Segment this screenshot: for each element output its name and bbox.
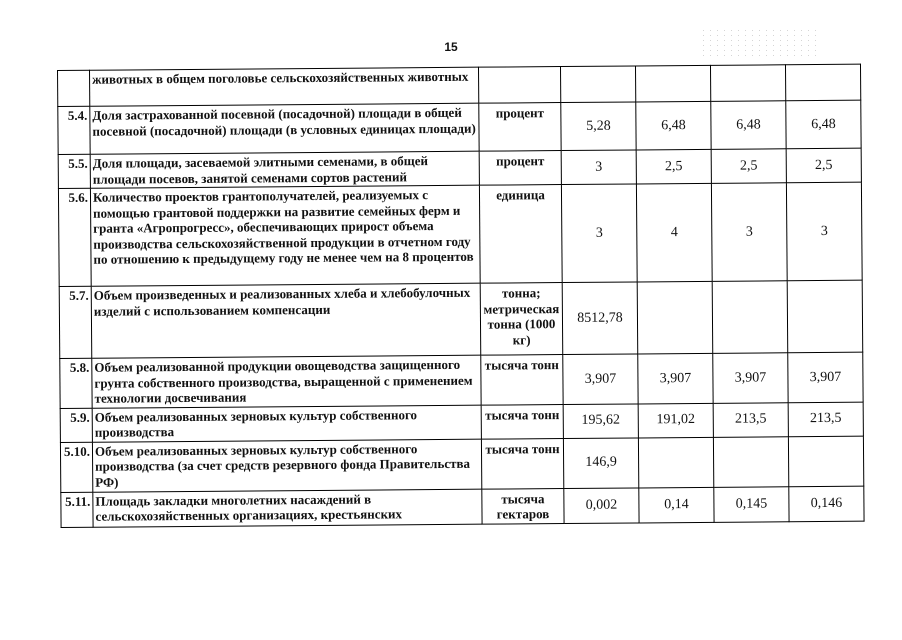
value-cell [713, 436, 788, 487]
row-number: 5.6. [58, 188, 91, 286]
table-row [60, 436, 863, 492]
value-cell: 6,48 [786, 100, 861, 149]
unit-of-measure: тысяча тонн [481, 438, 563, 489]
indicator-name: животных в общем поголовье сельскохозяйственных животных [90, 67, 479, 106]
unit-of-measure: тонна; метрическая тонна (1000 кг) [480, 283, 563, 356]
indicator-name: Объем реализованной продукции овощеводства защищенного грунта собственного производства, выращенной с применением технологии досвечивания [92, 355, 481, 408]
unit-of-measure: процент [479, 151, 561, 186]
row-number: 5.7. [59, 286, 92, 358]
unit-of-measure [478, 67, 560, 104]
row-number: 5.8. [60, 358, 92, 408]
value-cell: 146,9 [563, 437, 638, 488]
value-cell: 191,02 [638, 403, 713, 438]
value-cell [712, 281, 788, 354]
value-cell: 6,48 [636, 101, 711, 150]
value-cell: 213,5 [788, 402, 863, 437]
unit-of-measure: процент [479, 103, 561, 152]
row-number: 5.4. [58, 106, 90, 154]
value-cell: 3,907 [713, 353, 788, 403]
table-row [60, 352, 863, 408]
indicator-name: Объем реализованных зерновых культур собственного производства [92, 405, 481, 442]
indicator-name: Доля застрахованной посевной (посадочной) площади в общей посевной (посадочной) площади (в условных единицах площади) [90, 103, 479, 154]
value-cell: 3,907 [563, 354, 638, 404]
value-cell [787, 280, 863, 353]
value-cell: 3 [786, 182, 862, 281]
value-cell: 2,5 [711, 149, 786, 184]
value-cell: 8512,78 [562, 282, 638, 355]
value-cell [635, 65, 710, 102]
value-cell [788, 436, 863, 487]
value-cell: 195,62 [563, 403, 638, 438]
value-cell: 3 [561, 184, 637, 283]
unit-of-measure: тысяча тонн [481, 355, 563, 405]
value-cell: 0,146 [789, 486, 864, 522]
value-cell: 0,145 [714, 486, 789, 522]
indicator-name: Количество проектов грантополучателей, реализуемых с помощью грантовой поддержки на развитие семейных ферм и гранта «Агропрогресс», обеспечивающих прирост объема производства сельскохозяйственной продукции в отчетном году по отношению к предыдущему году не менее чем на 8 процентов [90, 185, 480, 286]
table-body [58, 64, 865, 527]
value-cell: 5,28 [561, 102, 636, 151]
value-cell [637, 281, 713, 354]
indicators-table [57, 64, 865, 528]
page-number: 15 [444, 40, 458, 54]
value-cell [710, 65, 785, 102]
row-number: 5.5. [58, 154, 90, 188]
value-cell: 2,5 [636, 149, 711, 184]
unit-of-measure: тысяча тонн [481, 404, 563, 439]
table-row [58, 182, 862, 286]
value-cell: 3,907 [788, 352, 863, 402]
value-cell [638, 437, 713, 488]
unit-of-measure: тысяча гектаров [482, 488, 564, 524]
row-number [58, 70, 90, 106]
indicator-name: Площадь закладки многолетних насаждений в сельскохозяйственных организациях, крестьянских [93, 489, 482, 527]
value-cell: 6,48 [711, 101, 786, 150]
row-number: 5.10. [60, 442, 92, 492]
value-cell [785, 64, 860, 101]
table-row [59, 280, 863, 358]
indicator-name: Объем произведенных и реализованных хлеба и хлебобулочных изделий с использованием компенсации [91, 283, 481, 358]
value-cell: 3 [711, 183, 787, 282]
table-row [61, 486, 864, 527]
value-cell: 3,907 [638, 353, 713, 403]
row-number: 5.11. [61, 492, 93, 527]
indicator-name: Доля площади, засеваемой элитными семенами, в общей площади посевов, занятой семенами сортов растений [90, 151, 479, 188]
value-cell: 4 [636, 183, 712, 282]
indicator-name: Объем реализованных зерновых культур собственного производства (за счет средств резервного фонда Правительства РФ) [92, 439, 481, 492]
value-cell: 0,002 [564, 487, 639, 523]
value-cell [560, 66, 635, 103]
value-cell: 213,5 [713, 402, 788, 437]
value-cell: 0,14 [639, 487, 714, 523]
table-row [58, 100, 861, 154]
value-cell: 2,5 [786, 148, 861, 183]
row-number: 5.9. [60, 408, 92, 442]
unit-of-measure: единица [479, 185, 562, 284]
value-cell: 3 [561, 150, 636, 185]
